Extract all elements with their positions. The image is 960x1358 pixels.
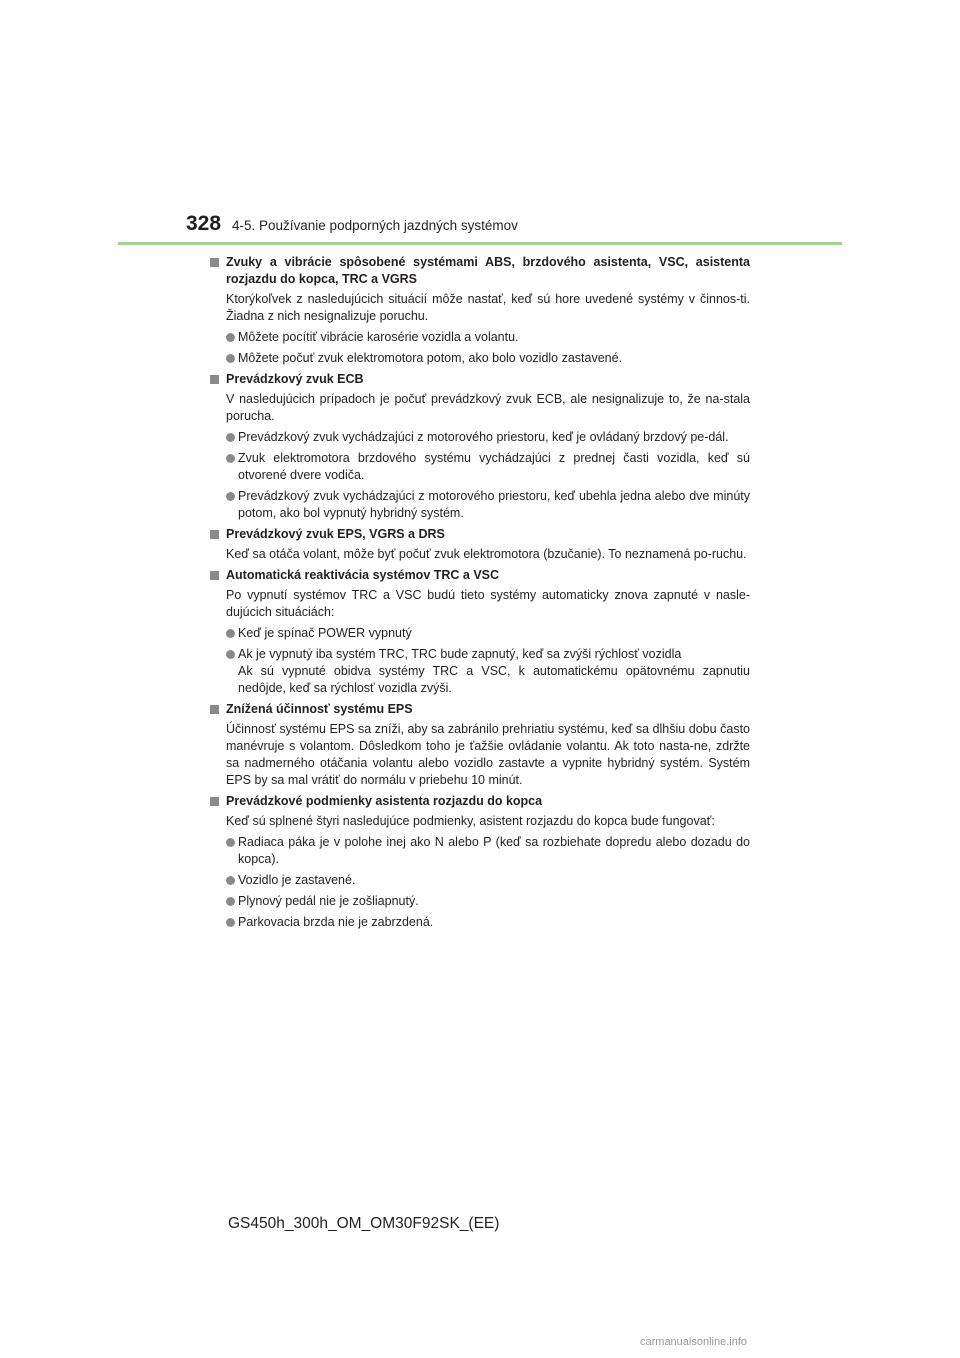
bullet-text: Môžete počuť zvuk elektromotora potom, ako bolo vozidlo zastavené. <box>238 351 623 365</box>
circle-bullet-icon <box>226 650 235 659</box>
bullet-item <box>210 625 750 642</box>
bullet-item <box>210 450 750 484</box>
section <box>210 793 750 931</box>
section <box>210 701 750 789</box>
bullet-text: Keď je spínač POWER vypnutý <box>238 626 412 640</box>
square-bullet-icon <box>210 797 219 806</box>
circle-bullet-icon <box>226 354 235 363</box>
circle-bullet-icon <box>226 454 235 463</box>
bullet-text: Vozidlo je zastavené. <box>238 873 356 887</box>
section-heading-text: Zvuky a vibrácie spôsobené systémami ABS, brzdového asistenta, VSC, asistenta rozjazdu do kopca, TRC a VGRS <box>226 255 750 286</box>
circle-bullet-icon <box>226 333 235 342</box>
square-bullet-icon <box>210 258 219 267</box>
section-paragraph: Ktorýkoľvek z nasledujúcich situácií môže nastať, keď sú hore uvedené systémy v činnos-ti. Žiadna z nich nesignalizuje poruchu. <box>226 292 750 323</box>
section-heading-text: Prevádzkové podmienky asistenta rozjazdu do kopca <box>226 794 543 808</box>
section-paragraph: Keď sú splnené štyri nasledujúce podmienky, asistent rozjazdu do kopca bude fungovať: <box>226 814 715 828</box>
bullet-text: Parkovacia brzda nie je zabrzdená. <box>238 915 434 929</box>
circle-bullet-icon <box>226 918 235 927</box>
bullet-text: Plynový pedál nie je zošliapnutý. <box>238 894 419 908</box>
bullet-item <box>210 488 750 522</box>
section-heading-text: Automatická reaktivácia systémov TRC a VSC <box>226 568 500 582</box>
bullet-item <box>210 329 750 346</box>
page-number: 328 <box>186 212 222 235</box>
section-heading <box>210 371 750 388</box>
section <box>210 371 750 522</box>
section-heading <box>210 526 750 543</box>
page-header <box>186 212 518 236</box>
circle-bullet-icon <box>226 629 235 638</box>
bullet-item <box>210 646 750 697</box>
square-bullet-icon <box>210 705 219 714</box>
square-bullet-icon <box>210 375 219 384</box>
bullet-text: Ak je vypnutý iba systém TRC, TRC bude zapnutý, keď sa zvýši rýchlosť vozidla <box>238 647 682 661</box>
watermark: carmanualsonline.info <box>640 1336 748 1348</box>
section-heading <box>210 567 750 584</box>
content-body <box>210 254 750 935</box>
bullet-text: Radiaca páka je v polohe inej ako N alebo P (keď sa rozbiehate dopredu alebo dozadu do kopca). <box>238 835 750 866</box>
bullet-item <box>210 872 750 889</box>
section-heading <box>210 254 750 288</box>
section-heading-text: Prevádzkový zvuk EPS, VGRS a DRS <box>226 527 445 541</box>
section-paragraph: Účinnosť systému EPS sa zníži, aby sa zabránilo prehriatiu systému, keď sa dlhšiu dobu často manévruje s volantom. Dôsledkom toho je ťažšie ovládanie volantu. Ak toto nasta-ne, zdržte sa nadmerného otáčania volantu alebo vozidlo zastavte a vypnite hybridný systém. Systém EPS by sa mal vrátiť do normálu v priebehu 10 minút. <box>226 722 750 787</box>
document-code: GS450h_300h_OM_OM30F92SK_(EE) <box>228 1215 500 1232</box>
bullet-text: Môžete pocítiť vibrácie karosérie vozidla a volantu. <box>238 330 519 344</box>
bullet-extra-text: Ak sú vypnuté obidva systémy TRC a VSC, k automatickému opätovnému zapnutiu nedôjde, keď sa rýchlosť vozidla zvýši. <box>238 664 750 695</box>
circle-bullet-icon <box>226 876 235 885</box>
header-rule <box>118 242 842 245</box>
circle-bullet-icon <box>226 433 235 442</box>
section-heading <box>210 701 750 718</box>
section-paragraph: Po vypnutí systémov TRC a VSC budú tieto systémy automaticky znova zapnuté v nasle-dujúcich situáciách: <box>226 588 750 619</box>
bullet-text: Prevádzkový zvuk vychádzajúci z motorového priestoru, keď je ovládaný brzdový pe-dál. <box>238 430 729 444</box>
circle-bullet-icon <box>226 492 235 501</box>
bullet-text: Zvuk elektromotora brzdového systému vychádzajúci z prednej časti vozidla, keď sú otvorené dvere vodiča. <box>238 451 750 482</box>
section <box>210 254 750 367</box>
section-paragraph: Keď sa otáča volant, môže byť počuť zvuk elektromotora (bzučanie). To neznamená po-ruchu. <box>226 547 747 561</box>
section <box>210 526 750 563</box>
square-bullet-icon <box>210 571 219 580</box>
section <box>210 567 750 697</box>
section-paragraph: V nasledujúcich prípadoch je počuť prevádzkový zvuk ECB, ale nesignalizuje to, že na-stala porucha. <box>226 392 750 423</box>
bullet-item <box>210 834 750 868</box>
section-heading-text: Prevádzkový zvuk ECB <box>226 372 364 386</box>
section-heading <box>210 793 750 810</box>
circle-bullet-icon <box>226 838 235 847</box>
bullet-item <box>210 893 750 910</box>
bullet-text: Prevádzkový zvuk vychádzajúci z motorového priestoru, keď ubehla jedna alebo dve minúty potom, ako bol vypnutý hybridný systém. <box>238 489 750 520</box>
chapter-title: 4-5. Používanie podporných jazdných systémov <box>232 218 518 233</box>
bullet-item <box>210 350 750 367</box>
bullet-item <box>210 914 750 931</box>
square-bullet-icon <box>210 530 219 539</box>
circle-bullet-icon <box>226 897 235 906</box>
section-heading-text: Znížená účinnosť systému EPS <box>226 702 413 716</box>
bullet-item <box>210 429 750 446</box>
